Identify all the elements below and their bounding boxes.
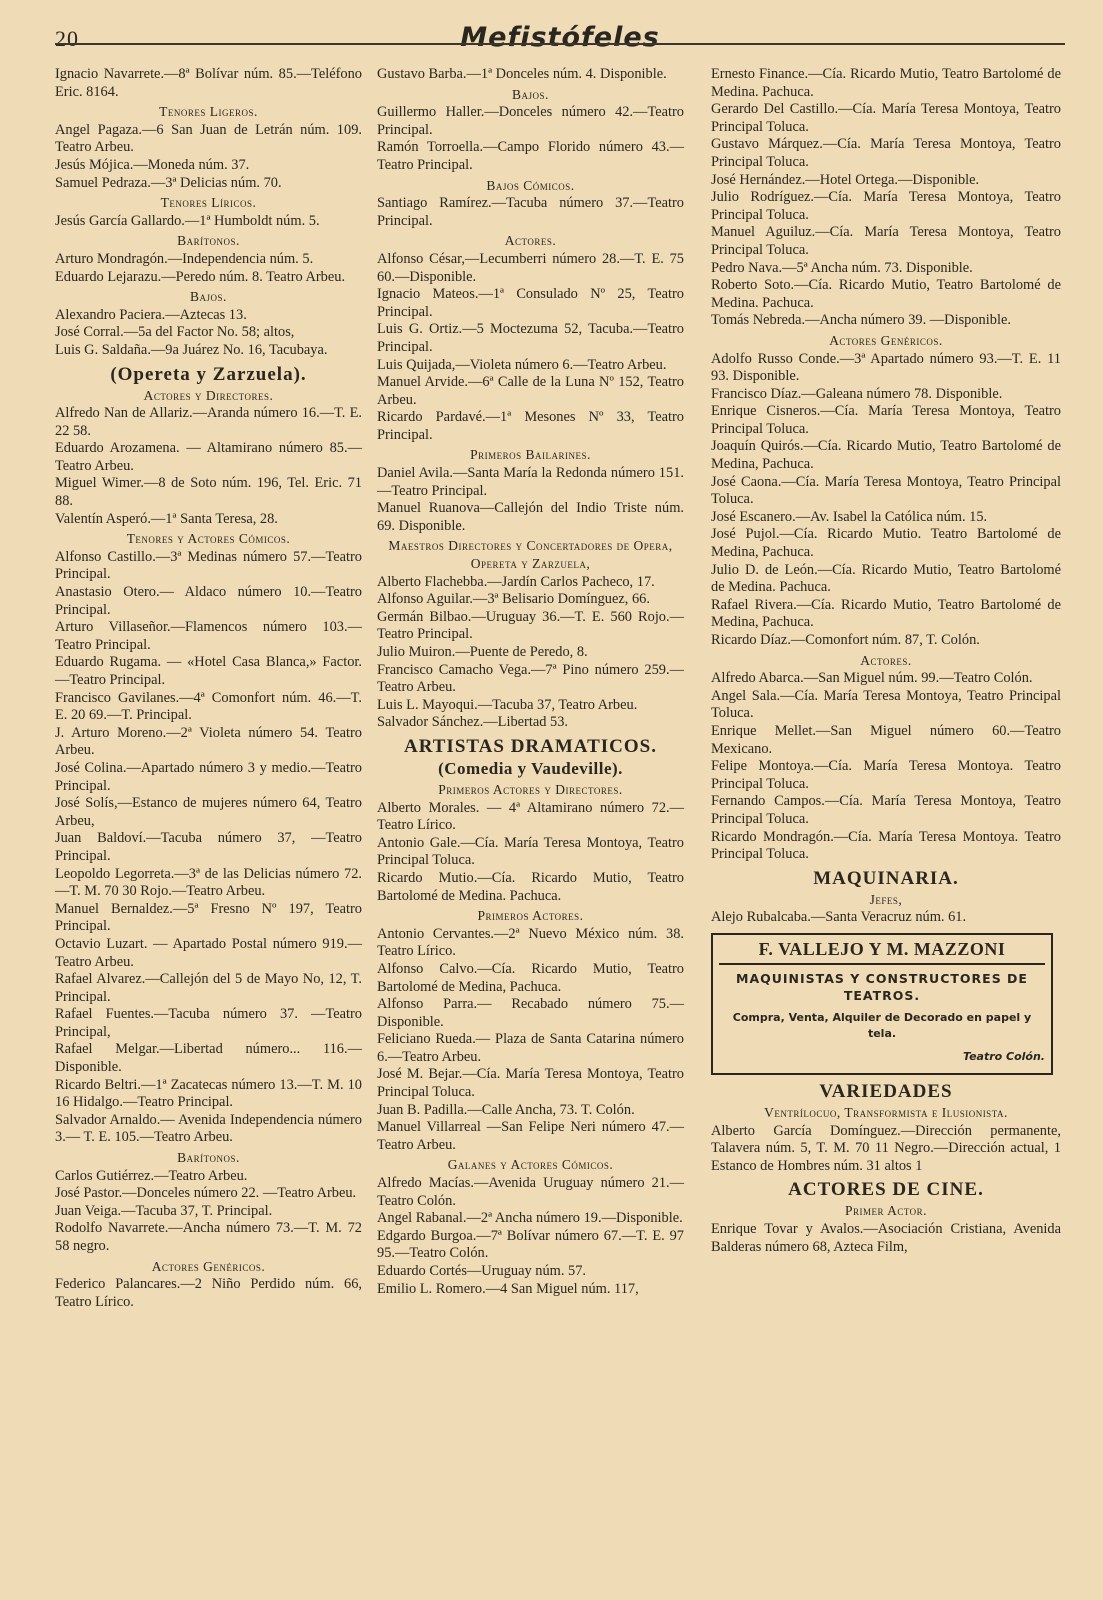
entry: Octavio Luzart. — Apartado Postal número 919.—Teatro Arbeu. — [55, 935, 362, 970]
entry: Ricardo Pardavé.—1ª Mesones Nº 33, Teatro Principal. — [377, 409, 684, 443]
entry: Alfonso Parra.— Recabado número 75.—Disponible. — [377, 996, 684, 1030]
section-heading: Maestros Directores y Concertadores de Opera, Opereta y Zarzuela, — [388, 538, 673, 572]
entry: Eduardo Rugama. — «Hotel Casa Blanca,» Factor.—Teatro Principal. — [55, 654, 362, 688]
section-heading: Tenores Líricos. — [160, 195, 257, 211]
header-rule — [55, 43, 1065, 45]
entry: Julio Muiron.—Puente de Peredo, 8. — [377, 644, 588, 660]
entry: Alfredo Nan de Allariz.—Aranda número 16.—T. E. 22 58. — [55, 405, 362, 439]
column-1 — [55, 66, 362, 1311]
entry: Francisco Camacho Vega.—7ª Pino número 259.—Teatro Arbeu. — [377, 661, 684, 696]
entry: Valentín Asperó.—1ª Santa Teresa, 28. — [55, 510, 278, 527]
entry: Luis L. Mayoqui.—Tacuba 37, Teatro Arbeu. — [377, 696, 638, 713]
section-heading: Bajos Cómicos. — [486, 177, 575, 193]
entry: José Solís,—Estanco de mujeres número 64, Teatro Arbeu, — [55, 795, 362, 829]
entry: Ricardo Díaz.—Comonfort núm. 87, T. Colón. — [711, 632, 980, 648]
entry: José Caona.—Cía. María Teresa Montoya, Teatro Principal Toluca. — [711, 473, 1061, 508]
entry: Antonio Gale.—Cía. María Teresa Montoya, Teatro Principal Toluca. — [377, 834, 684, 869]
section-heading: Primeros Actores. — [477, 908, 584, 924]
entry: Alexandro Paciera.—Aztecas 13. — [55, 306, 247, 323]
entry: Carlos Gutiérrez.—Teatro Arbeu. — [55, 1167, 248, 1184]
section-heading: Bajos. — [512, 86, 549, 102]
entry: Daniel Avila.—Santa María la Redonda número 151.—Teatro Principal. — [377, 465, 684, 499]
entry: Eduardo Arozamena. — Altamirano número 85.—Teatro Arbeu. — [55, 440, 362, 474]
directory-columns — [55, 66, 1065, 1591]
entry: Enrique Cisneros.—Cía. María Teresa Montoya, Teatro Principal Toluca. — [711, 403, 1061, 437]
entry: Samuel Pedraza.—3ª Delicias núm. 70. — [55, 174, 282, 191]
entry: Adolfo Russo Conde.—3ª Apartado número 93.—T. E. 11 93. Disponible. — [711, 350, 1061, 385]
entry: Alfonso César,—Lecumberri número 28.—T. E. 75 60.—Disponible. — [377, 250, 684, 285]
entry: Rafael Rivera.—Cía. Ricardo Mutio, Teatro Bartolomé de Medina, Pachuca. — [711, 596, 1061, 631]
page-header — [55, 22, 1065, 62]
entry: Ricardo Mutio.—Cía. Ricardo Mutio, Teatro Bartolomé de Medina. Pachuca. — [377, 869, 684, 904]
column-3 — [711, 66, 1061, 1256]
entry: Ignacio Mateos.—1ª Consulado Nº 25, Teatro Principal. — [377, 286, 684, 320]
entry: Emilio L. Romero.—4 San Miguel núm. 117, — [377, 1280, 639, 1297]
entry: Angel Rabanal.—2ª Ancha número 19.—Disponible. — [377, 1210, 683, 1227]
entry: José Pastor.—Donceles número 22. —Teatro Arbeu. — [55, 1185, 357, 1202]
page-number: 20 — [55, 26, 79, 51]
entry: Luis Quijada,—Violeta número 6.—Teatro Arbeu. — [377, 356, 667, 373]
entry: Pedro Nava.—5ª Ancha núm. 73. Disponible. — [711, 259, 973, 276]
entry: Angel Sala.—Cía. María Teresa Montoya, Teatro Principal Toluca. — [711, 687, 1061, 722]
entry: Guillermo Haller.—Donceles número 42.—Teatro Principal. — [377, 104, 684, 138]
entry: José Colina.—Apartado número 3 y medio.—Teatro Principal. — [55, 759, 362, 794]
entry: Julio D. de León.—Cía. Ricardo Mutio, Teatro Bartolomé de Medina. Pachuca. — [711, 561, 1061, 596]
entry: Ricardo Beltri.—1ª Zacatecas número 13.—T. M. 10 16 Hidalgo.—Teatro Principal. — [55, 1076, 362, 1111]
entry: José M. Bejar.—Cía. María Teresa Montoya, Teatro Principal Toluca. — [377, 1066, 684, 1101]
entry: José Corral.—5a del Factor No. 58; altos, — [55, 324, 295, 341]
entry: Rafael Melgar.—Libertad número... 116.—Disponible. — [55, 1041, 362, 1076]
entry: Jesús Mójica.—Moneda núm. 37. — [55, 156, 250, 173]
advertisement-box — [711, 933, 1053, 1075]
entry: Juan Veiga.—Tacuba 37, T. Principal. — [55, 1202, 273, 1219]
section-heading: Bajos. — [190, 289, 227, 305]
entry: Manuel Arvide.—6ª Calle de la Luna Nº 152, Teatro Arbeu. — [377, 374, 684, 408]
category-heading: (Opereta y Zarzuela). — [110, 363, 307, 385]
entry: Gerardo Del Castillo.—Cía. María Teresa Montoya, Teatro Principal Toluca. — [711, 101, 1061, 135]
entry: Gustavo Barba.—1ª Donceles núm. 4. Disponible. — [377, 66, 667, 82]
entry: J. Arturo Moreno.—2ª Violeta número 54. Teatro Arbeu. — [55, 724, 362, 759]
entry: Edgardo Burgoa.—7ª Bolívar número 67.—T. E. 97 95.—Teatro Colón. — [377, 1227, 684, 1262]
section-heading: Jefes, — [869, 891, 903, 907]
entry: Eduardo Lejarazu.—Peredo núm. 8. Teatro Arbeu. — [55, 268, 346, 285]
entry: Felipe Montoya.—Cía. María Teresa Montoya. Teatro Principal Toluca. — [711, 758, 1061, 792]
entry: Ignacio Navarrete.—8ª Bolívar núm. 85.—Teléfono Eric. 8164. — [55, 66, 362, 100]
category-heading: VARIEDADES — [819, 1081, 953, 1103]
section-heading: Actores. — [860, 652, 912, 668]
category-heading: ARTISTAS DRAMATICOS. — [403, 735, 657, 757]
section-heading: Actores Genéricos. — [829, 332, 943, 348]
category-heading: MAQUINARIA. — [813, 867, 959, 889]
entry: Anastasio Otero.— Aldaco número 10.—Teatro Principal. — [55, 584, 362, 618]
entry: Luis G. Saldaña.—9a Juárez No. 16, Tacubaya. — [55, 341, 328, 358]
section-heading: Ventrílocuo, Transformista e Ilusionista. — [764, 1105, 1008, 1121]
masthead: Mefistófeles — [460, 22, 660, 53]
section-heading: Actores Genéricos. — [151, 1258, 266, 1274]
entry: Federico Palancares.—2 Niño Perdido núm. 66, Teatro Lírico. — [55, 1276, 362, 1310]
entry: Rodolfo Navarrete.—Ancha número 73.—T. M. 72 58 negro. — [55, 1220, 362, 1254]
entry: Rafael Fuentes.—Tacuba número 37. —Teatro Principal, — [55, 1006, 362, 1040]
entry: Germán Bilbao.—Uruguay 36.—T. E. 560 Rojo.—Teatro Principal. — [377, 608, 684, 643]
entry: Alfonso Aguilar.—3ª Belisario Domínguez, 66. — [377, 591, 650, 608]
section-heading: Tenores y Actores Cómicos. — [126, 531, 291, 547]
entry: Alberto García Domínguez.—Dirección permanente, Talavera núm. 5, T. M. 70 11 Negro.—Dirección actual, 1 Estanco de Hombres núm. 31 altos 1 — [711, 1122, 1061, 1174]
entry: Manuel Ruanova—Callejón del Indio Triste núm. 69. Disponible. — [377, 500, 684, 534]
section-heading: Galanes y Actores Cómicos. — [447, 1157, 614, 1173]
entry: Luis G. Ortiz.—5 Moctezuma 52, Tacuba.—Teatro Principal. — [377, 321, 684, 355]
entry: Leopoldo Legorreta.—3ª de las Delicias número 72.—T. M. 70 30 Rojo.—Teatro Arbeu. — [55, 865, 362, 900]
ad-location: Teatro Colón. — [962, 1049, 1045, 1063]
entry: Ricardo Mondragón.—Cía. María Teresa Montoya. Teatro Principal Toluca. — [711, 828, 1061, 863]
section-heading: Actores. — [504, 233, 557, 249]
entry: Fernando Campos.—Cía. María Teresa Montoya, Teatro Principal Toluca. — [711, 793, 1061, 827]
column-2 — [377, 66, 684, 1298]
entry: Enrique Mellet.—San Miguel número 60.—Teatro Mexicano. — [711, 722, 1061, 757]
entry: José Hernández.—Hotel Ortega.—Disponible. — [711, 171, 980, 188]
category-heading: (Comedia y Vaudeville). — [438, 758, 623, 778]
section-heading: Actores y Directores. — [143, 387, 274, 403]
entry: Miguel Wimer.—8 de Soto núm. 196, Tel. Eric. 71 88. — [55, 475, 362, 510]
entry: Manuel Villarreal —San Felipe Neri número 47.—Teatro Arbeu. — [377, 1119, 684, 1153]
section-heading: Tenores Ligeros. — [159, 104, 258, 120]
entry: Feliciano Rueda.— Plaza de Santa Catarina número 6.—Teatro Arbeu. — [377, 1031, 684, 1065]
entry: Juan Baldoví.—Tacuba número 37, —Teatro Principal. — [55, 830, 362, 864]
entry: Alfonso Castillo.—3ª Medinas número 57.—Teatro Principal. — [55, 548, 362, 583]
section-heading: Primer Actor. — [844, 1203, 928, 1219]
entry: Gustavo Márquez.—Cía. María Teresa Montoya, Teatro Principal Toluca. — [711, 136, 1061, 170]
entry: Alfonso Calvo.—Cía. Ricardo Mutio, Teatro Bartolomé de Medina, Pachuca. — [377, 960, 684, 995]
entry: Enrique Tovar y Avalos.—Asociación Cristiana, Avenida Balderas número 68, Azteca Film, — [711, 1221, 1061, 1255]
entry: Arturo Villaseñor.—Flamencos número 103.—Teatro Principal. — [55, 619, 362, 653]
entry: Alberto Flachebba.—Jardín Carlos Pacheco, 17. — [377, 573, 655, 590]
entry: Roberto Soto.—Cía. Ricardo Mutio, Teatro Bartolomé de Medina. Pachuca. — [711, 277, 1061, 311]
section-heading: Barítonos. — [177, 233, 240, 249]
entry: Angel Pagaza.—6 San Juan de Letrán núm. 109. Teatro Arbeu. — [55, 121, 362, 156]
entry: Rafael Alvarez.—Callejón del 5 de Mayo No, 12, T. Principal. — [55, 971, 362, 1005]
entry: Joaquín Quirós.—Cía. Ricardo Mutio, Teatro Bartolomé de Medina, Pachuca. — [711, 438, 1061, 473]
entry: Ramón Torroella.—Campo Florido número 43.—Teatro Principal. — [377, 139, 684, 173]
entry: Salvador Arnaldo.— Avenida Independencia número 3.— T. E. 105.—Teatro Arbeu. — [55, 1111, 362, 1146]
ad-line: MAQUINISTAS Y CONSTRUCTORES DE TEATROS. — [736, 970, 1028, 1003]
category-heading: ACTORES DE CINE. — [788, 1179, 984, 1201]
section-heading: Barítonos. — [177, 1150, 240, 1166]
entry: Francisco Gavilanes.—4ª Comonfort núm. 46.—T. E. 20 69.—T. Principal. — [55, 689, 362, 724]
ad-services: Compra, Venta, Alquiler de Decorado en papel y tela. — [732, 1010, 1032, 1040]
entry: Manuel Bernaldez.—5ª Fresno Nº 197, Teatro Principal. — [55, 900, 362, 935]
ad-title: F. VALLEJO Y M. MAZZONI — [719, 941, 1045, 965]
entry: Julio Rodríguez.—Cía. María Teresa Montoya, Teatro Principal Toluca. — [711, 189, 1061, 223]
entry: Ernesto Finance.—Cía. Ricardo Mutio, Teatro Bartolomé de Medina. Pachuca. — [711, 66, 1061, 100]
entry: Tomás Nebreda.—Ancha número 39. —Disponible. — [711, 312, 1011, 329]
entry: Jesús García Gallardo.—1ª Humboldt núm. 5. — [55, 212, 320, 229]
entry: Salvador Sánchez.—Libertad 53. — [377, 714, 569, 731]
entry: Juan B. Padilla.—Calle Ancha, 73. T. Colón. — [377, 1101, 635, 1118]
entry: Alejo Rubalcaba.—Santa Veracruz núm. 61. — [711, 909, 967, 926]
section-heading: Primeros Actores y Directores. — [438, 781, 623, 797]
entry: Manuel Aguiluz.—Cía. María Teresa Montoya, Teatro Principal Toluca. — [711, 224, 1061, 258]
entry: Arturo Mondragón.—Independencia núm. 5. — [55, 250, 314, 267]
entry: Alfredo Macías.—Avenida Uruguay número 21.—Teatro Colón. — [377, 1175, 684, 1209]
entry: José Escanero.—Av. Isabel la Católica núm. 15. — [711, 508, 988, 525]
entry: José Pujol.—Cía. Ricardo Mutio. Teatro Bartolomé de Medina, Pachuca. — [711, 526, 1061, 561]
entry: Eduardo Cortés—Uruguay núm. 57. — [377, 1263, 587, 1279]
entry: Francisco Díaz.—Galeana número 78. Disponible. — [711, 385, 1003, 402]
entry: Antonio Cervantes.—2ª Nuevo México núm. 38. Teatro Lírico. — [377, 925, 684, 960]
section-heading: Primeros Bailarines. — [470, 447, 591, 463]
entry: Santiago Ramírez.—Tacuba número 37.—Teatro Principal. — [377, 195, 684, 229]
entry: Alberto Morales. — 4ª Altamirano número 72.—Teatro Lírico. — [377, 799, 684, 834]
entry: Alfredo Abarca.—San Miguel núm. 99.—Teatro Colón. — [711, 670, 1033, 687]
